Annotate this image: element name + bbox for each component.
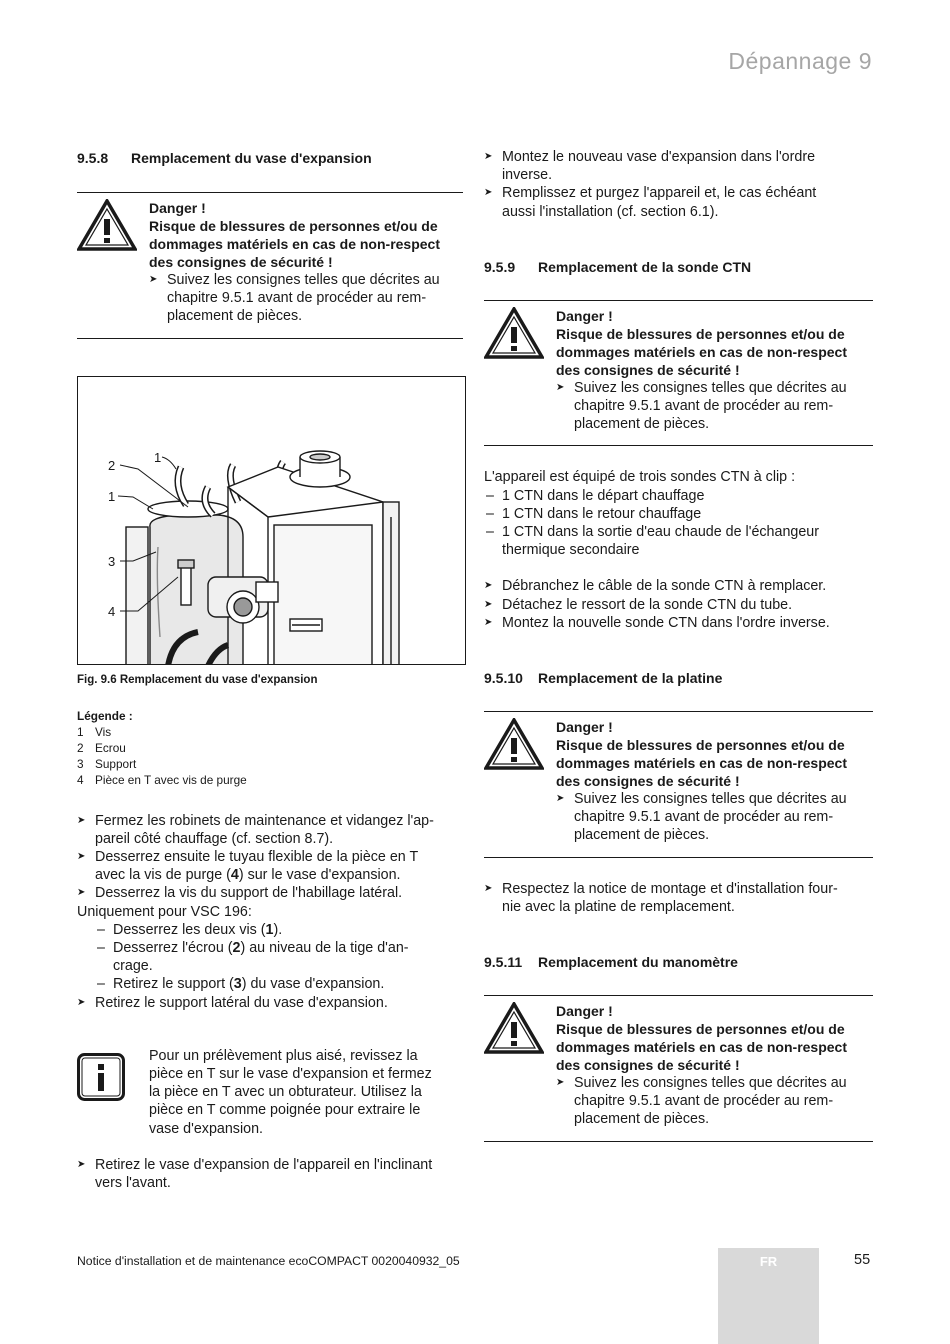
step-item xyxy=(484,880,873,916)
step-item xyxy=(484,148,873,184)
danger-line: Risque de blessures de personnes et/ou de xyxy=(556,737,845,754)
step-text: ) sur le vase d'expansion. xyxy=(238,867,401,884)
info-line: Pour un prélèvement plus aisé, revissez la xyxy=(149,1047,418,1064)
step-item xyxy=(77,848,463,884)
section-heading-9-5-11 xyxy=(484,953,873,971)
bullet-line: ➤ Suivez les consignes telles que décrites au xyxy=(574,1075,847,1092)
legend xyxy=(77,708,463,789)
legend-number: 1 xyxy=(77,724,84,739)
danger-box xyxy=(484,995,873,1142)
step-line: ➤ Desserrez la vis du support de l'habillage latéral. xyxy=(95,885,403,902)
danger-line: Risque de blessures de personnes et/ou de xyxy=(556,325,845,342)
bullet-line: ➤ Suivez les consignes telles que décrites au xyxy=(574,791,847,808)
danger-box xyxy=(484,300,873,447)
danger-title: Danger ! xyxy=(556,307,613,324)
legend-item xyxy=(77,772,463,788)
section-number: 9.5.9 xyxy=(484,258,516,275)
page-header-title: Dépannage 9 xyxy=(728,48,872,74)
step-line: inverse. xyxy=(502,167,553,184)
danger-line: des consignes de sécurité ! xyxy=(556,773,740,790)
step-item xyxy=(77,884,463,902)
danger-bullet xyxy=(149,271,463,326)
danger-box xyxy=(484,711,873,858)
step-line: ➤ Retirez le support latéral du vase d'expansion. xyxy=(95,994,388,1011)
legend-text: Ecrou xyxy=(95,741,126,756)
danger-title: Danger ! xyxy=(149,200,206,216)
danger-line: Risque de blessures de personnes et/ou de xyxy=(556,1021,845,1038)
legend-text: Pièce en T avec vis de purge xyxy=(95,773,247,788)
bullet-line: ➤ Suivez les consignes telles que décrites au xyxy=(167,272,440,288)
step-line: vers l'avant. xyxy=(95,1175,171,1192)
section-heading-9-5-8 xyxy=(77,149,463,167)
ref-number: 3 xyxy=(233,976,242,993)
ref-number: 2 xyxy=(232,940,241,957)
danger-line: des consignes de sécurité ! xyxy=(556,1057,740,1074)
step-item: ➤ Détachez le ressort de la sonde CTN du tube. xyxy=(484,596,873,614)
left-column xyxy=(77,148,463,1192)
figure-caption: Fig. 9.6 Remplacement du vase d'expansion xyxy=(77,673,318,686)
ref-number: 1 xyxy=(265,921,274,938)
section-title: Remplacement du manomètre xyxy=(538,954,738,971)
bullet-line: chapitre 9.5.1 avant de procéder au rem- xyxy=(574,398,834,415)
procedure-steps xyxy=(77,812,463,1012)
ref-number: 4 xyxy=(230,867,239,884)
warning-triangle-icon xyxy=(484,307,544,359)
warning-triangle-icon xyxy=(484,1002,544,1054)
danger-title: Danger ! xyxy=(556,719,613,736)
danger-bullet xyxy=(556,790,873,845)
callout-label: 1 xyxy=(108,488,116,504)
sub-step xyxy=(95,975,463,993)
bullet-line: placement de pièces. xyxy=(167,308,303,325)
callout-label: 1 xyxy=(154,449,162,465)
dash-item: – 1 CTN dans le départ chauffage xyxy=(484,487,873,505)
section-heading-9-5-9 xyxy=(484,258,873,276)
boiler-illustration xyxy=(78,377,466,665)
step-line: ➤ Respectez la notice de montage et d'installation four- xyxy=(502,880,838,897)
danger-bullet xyxy=(556,1074,873,1129)
section-number: 9.5.8 xyxy=(77,150,109,166)
callout-label: 2 xyxy=(108,457,116,473)
step-text: ) du vase d'expansion. xyxy=(241,976,385,993)
bullet-line: placement de pièces. xyxy=(574,827,710,844)
footer-text: Notice d'installation et de maintenance ecoCOMPACT 0020040932_05 xyxy=(77,1254,460,1268)
conditional-label: Uniquement pour VSC 196: xyxy=(77,903,252,920)
step-line: ➤ Retirez le vase d'expansion de l'appareil en l'inclinant xyxy=(95,1156,433,1173)
step-line: nie avec la platine de remplacement. xyxy=(502,898,735,915)
step-line: ➤ Remplissez et purgez l'appareil et, le cas échéant xyxy=(502,185,817,202)
bullet-line: chapitre 9.5.1 avant de procéder au rem- xyxy=(167,290,427,307)
step-item xyxy=(484,184,873,220)
sub-steps xyxy=(77,921,463,994)
bullet-line: chapitre 9.5.1 avant de procéder au rem- xyxy=(574,809,834,826)
danger-line: dommages matériels en cas de non-respect xyxy=(149,236,440,252)
figure-expansion-vessel xyxy=(77,376,466,665)
step-line xyxy=(95,866,463,884)
legend-number: 3 xyxy=(77,757,84,772)
step-line: ➤ Fermez les robinets de maintenance et vidangez l'ap- xyxy=(95,812,434,829)
page-number: 55 xyxy=(854,1252,871,1268)
dash-item: – 1 CTN dans le retour chauffage xyxy=(484,505,873,523)
danger-line: dommages matériels en cas de non-respect xyxy=(556,755,847,772)
step-item xyxy=(77,812,463,848)
callout-label: 4 xyxy=(108,603,116,619)
danger-line: des consignes de sécurité ! xyxy=(149,254,333,270)
step-line: ➤ Desserrez ensuite le tuyau flexible de la pièce en T xyxy=(95,849,419,866)
info-box xyxy=(77,1047,463,1138)
info-line: la pièce en T avec un obturateur. Utilisez la xyxy=(149,1084,422,1101)
sub-step xyxy=(95,939,463,975)
info-icon xyxy=(77,1053,125,1101)
bullet-line: placement de pièces. xyxy=(574,416,710,433)
step-text: Retirez le support ( xyxy=(113,976,234,993)
section-heading-9-5-10 xyxy=(484,669,873,687)
legend-title: Légende : xyxy=(77,708,133,723)
step-item xyxy=(77,1156,463,1192)
warning-triangle-icon xyxy=(484,718,544,770)
step-text: ) au niveau de la tige d'an- xyxy=(240,940,409,957)
step-item xyxy=(77,994,463,1012)
danger-box xyxy=(77,192,463,339)
step-text: Desserrez l'écrou ( xyxy=(113,940,233,957)
dash-line: – 1 CTN dans la sortie d'eau chaude de l'échangeur xyxy=(502,524,820,541)
danger-bullet xyxy=(556,379,873,434)
step-line: pareil côté chauffage (cf. section 8.7). xyxy=(95,830,334,847)
dash-line: thermique secondaire xyxy=(502,542,640,559)
legend-text: Vis xyxy=(95,724,112,739)
step-item: ➤ Montez la nouvelle sonde CTN dans l'ordre inverse. xyxy=(484,614,873,632)
legend-item xyxy=(77,724,463,740)
legend-number: 2 xyxy=(77,741,84,756)
language-tab: FR xyxy=(718,1248,819,1344)
info-line: pièce en T comme poignée pour extraire le xyxy=(149,1102,421,1119)
legend-text: Support xyxy=(95,757,137,772)
warning-triangle-icon xyxy=(77,199,137,251)
section-number: 9.5.11 xyxy=(484,954,523,971)
paragraph: L'appareil est équipé de trois sondes CTN à clip : xyxy=(484,469,796,486)
danger-title: Danger ! xyxy=(556,1003,613,1020)
legend-number: 4 xyxy=(77,773,84,788)
info-line: pièce en T sur le vase d'expansion et fermez xyxy=(149,1066,432,1083)
danger-line: Risque de blessures de personnes et/ou de xyxy=(149,218,438,234)
bullet-line: chapitre 9.5.1 avant de procéder au rem- xyxy=(574,1093,834,1110)
section-title: Remplacement de la sonde CTN xyxy=(538,258,752,275)
section-number: 9.5.10 xyxy=(484,670,523,687)
danger-line: des consignes de sécurité ! xyxy=(556,361,740,378)
step-line: crage. xyxy=(113,958,153,975)
legend-item xyxy=(77,740,463,756)
bullet-line: ➤ Suivez les consignes telles que décrites au xyxy=(574,379,847,396)
bullet-line: placement de pièces. xyxy=(574,1111,710,1128)
section-title: Remplacement de la platine xyxy=(538,670,723,687)
danger-line: dommages matériels en cas de non-respect xyxy=(556,343,847,360)
step-text: avec la vis de purge ( xyxy=(95,867,231,884)
callout-label: 3 xyxy=(108,553,116,569)
step-line: aussi l'installation (cf. section 6.1). xyxy=(502,203,719,220)
procedure-steps xyxy=(484,577,873,632)
dash-item xyxy=(484,523,873,559)
danger-line: dommages matériels en cas de non-respect xyxy=(556,1039,847,1056)
section-title: Remplacement du vase d'expansion xyxy=(131,150,372,166)
step-line: ➤ Montez le nouveau vase d'expansion dans l'ordre xyxy=(502,149,816,165)
step-text: ). xyxy=(273,921,283,938)
sub-step xyxy=(95,921,463,939)
info-line: vase d'expansion. xyxy=(149,1120,264,1137)
right-column xyxy=(484,148,873,1142)
step-item: ➤ Débranchez le câble de la sonde CTN à remplacer. xyxy=(484,577,873,595)
legend-item xyxy=(77,756,463,772)
step-text: Desserrez les deux vis ( xyxy=(113,921,266,938)
